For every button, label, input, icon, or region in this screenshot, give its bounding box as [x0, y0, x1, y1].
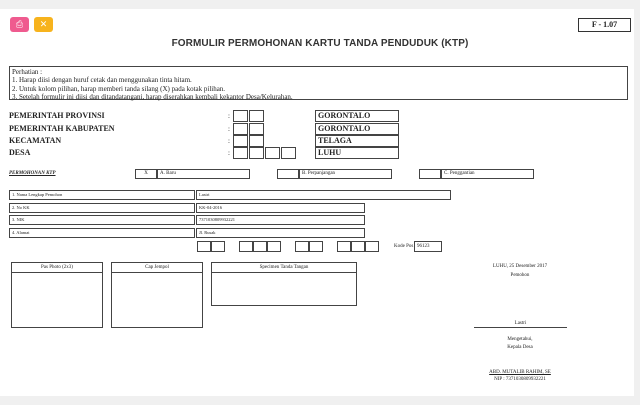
panel-pas-photo — [11, 262, 103, 328]
code-cell[interactable] — [249, 147, 264, 159]
value-no-kk[interactable]: KK-04-2016 — [196, 203, 365, 213]
value-nama[interactable]: Lastri — [196, 190, 451, 200]
value-kecamatan: TELAGA — [315, 135, 399, 147]
code-cell[interactable] — [211, 241, 225, 252]
colon: : — [228, 112, 230, 120]
code-cell[interactable] — [295, 241, 309, 252]
colon: : — [228, 125, 230, 133]
value-kabupaten: GORONTALO — [315, 123, 399, 135]
code-cell[interactable] — [365, 241, 379, 252]
code-cell[interactable] — [249, 123, 264, 135]
label-kecamatan: KECAMATAN — [9, 136, 62, 145]
code-cell[interactable] — [249, 110, 264, 122]
code-cell[interactable] — [309, 241, 323, 252]
panel-title: Cap Jempol — [112, 263, 202, 273]
notes-line-3: 3. Setelah formulir ini diisi dan ditandatangani, harap diserahkan kembali kekantor Desa/Kelurahan. — [12, 93, 293, 102]
code-cell[interactable] — [253, 241, 267, 252]
form-code: F - 1.07 — [578, 18, 631, 32]
option-penggantian: C. Penggantian — [441, 169, 534, 179]
label-no-kk: 2. No KK — [9, 203, 195, 213]
label-desa: DESA — [9, 148, 31, 157]
option-baru: A. Baru — [157, 169, 250, 179]
code-cell[interactable] — [233, 110, 248, 122]
code-cell[interactable] — [197, 241, 211, 252]
code-cell[interactable] — [267, 241, 281, 252]
code-cell[interactable] — [337, 241, 351, 252]
mengetahui-label: Mengetahui, — [507, 337, 533, 342]
panel-specimen-ttd — [211, 262, 357, 306]
printer-icon: ⎙ — [15, 19, 24, 30]
code-cell[interactable] — [233, 123, 248, 135]
option-perpanjangan: B. Perpanjangan — [299, 169, 392, 179]
colon: : — [228, 137, 230, 145]
code-cell[interactable] — [351, 241, 365, 252]
colon: : — [228, 149, 230, 157]
code-cell[interactable] — [281, 147, 296, 159]
close-icon: ✕ — [39, 19, 48, 30]
label-nik: 3. NIK — [9, 215, 195, 225]
checkbox-perpanjangan[interactable] — [277, 169, 299, 179]
notes-box — [9, 66, 628, 100]
value-provinsi: GORONTALO — [315, 110, 399, 122]
code-cell[interactable] — [233, 147, 248, 159]
permohonan-label: PERMOHONAN KTP — [9, 171, 56, 176]
value-alamat[interactable]: Jl. Rusak — [196, 228, 365, 238]
panel-cap-jempol — [111, 262, 203, 328]
value-nik[interactable]: 7371030809932221 — [196, 215, 365, 225]
label-nama: 1. Nama Lengkap Pemohon — [9, 190, 195, 200]
code-cell[interactable] — [265, 147, 280, 159]
place-date: LUHU, 25 Desember 2017 — [492, 264, 548, 269]
print-button[interactable] — [10, 17, 29, 32]
pemohon-label: Pemohon — [510, 273, 530, 278]
kode-pos-label: Kode Pos — [394, 244, 414, 249]
official-nip: NIP : 7371030809932221 — [494, 377, 546, 382]
label-alamat: 4. Alamat — [9, 228, 195, 238]
label-kabupaten: PEMERINTAH KABUPATEN — [9, 124, 115, 133]
kode-pos-value[interactable]: 96123 — [414, 241, 442, 252]
value-desa: LUHU — [315, 147, 399, 159]
notes-line-2: 2. Untuk kolom pilihan, harap memberi tanda silang (X) pada kotak pilihan. — [12, 84, 226, 93]
code-cell[interactable] — [249, 135, 264, 147]
label-provinsi: PEMERINTAH PROVINSI — [9, 111, 105, 120]
notes-line-1: 1. Harap diisi dengan huruf cetak dan menggunakan tinta hitam. — [12, 76, 192, 85]
notes-heading: Perhatian : — [12, 68, 43, 76]
code-cell[interactable] — [233, 135, 248, 147]
form-title: FORMULIR PERMOHONAN KARTU TANDA PENDUDUK (KTP) — [171, 38, 469, 49]
close-button[interactable] — [34, 17, 53, 32]
kepala-desa-label: Kepala Desa — [507, 345, 533, 350]
official-name: ABD. MUTALIB RAHIM, SE — [489, 370, 551, 375]
checkbox-penggantian[interactable] — [419, 169, 441, 179]
checkbox-baru[interactable]: X — [135, 169, 157, 179]
pemohon-name: Lastri — [474, 321, 567, 328]
panel-title: Pas Photo (2x3) — [12, 263, 102, 273]
code-cell[interactable] — [239, 241, 253, 252]
panel-title: Specimen Tanda Tangan — [212, 263, 356, 273]
